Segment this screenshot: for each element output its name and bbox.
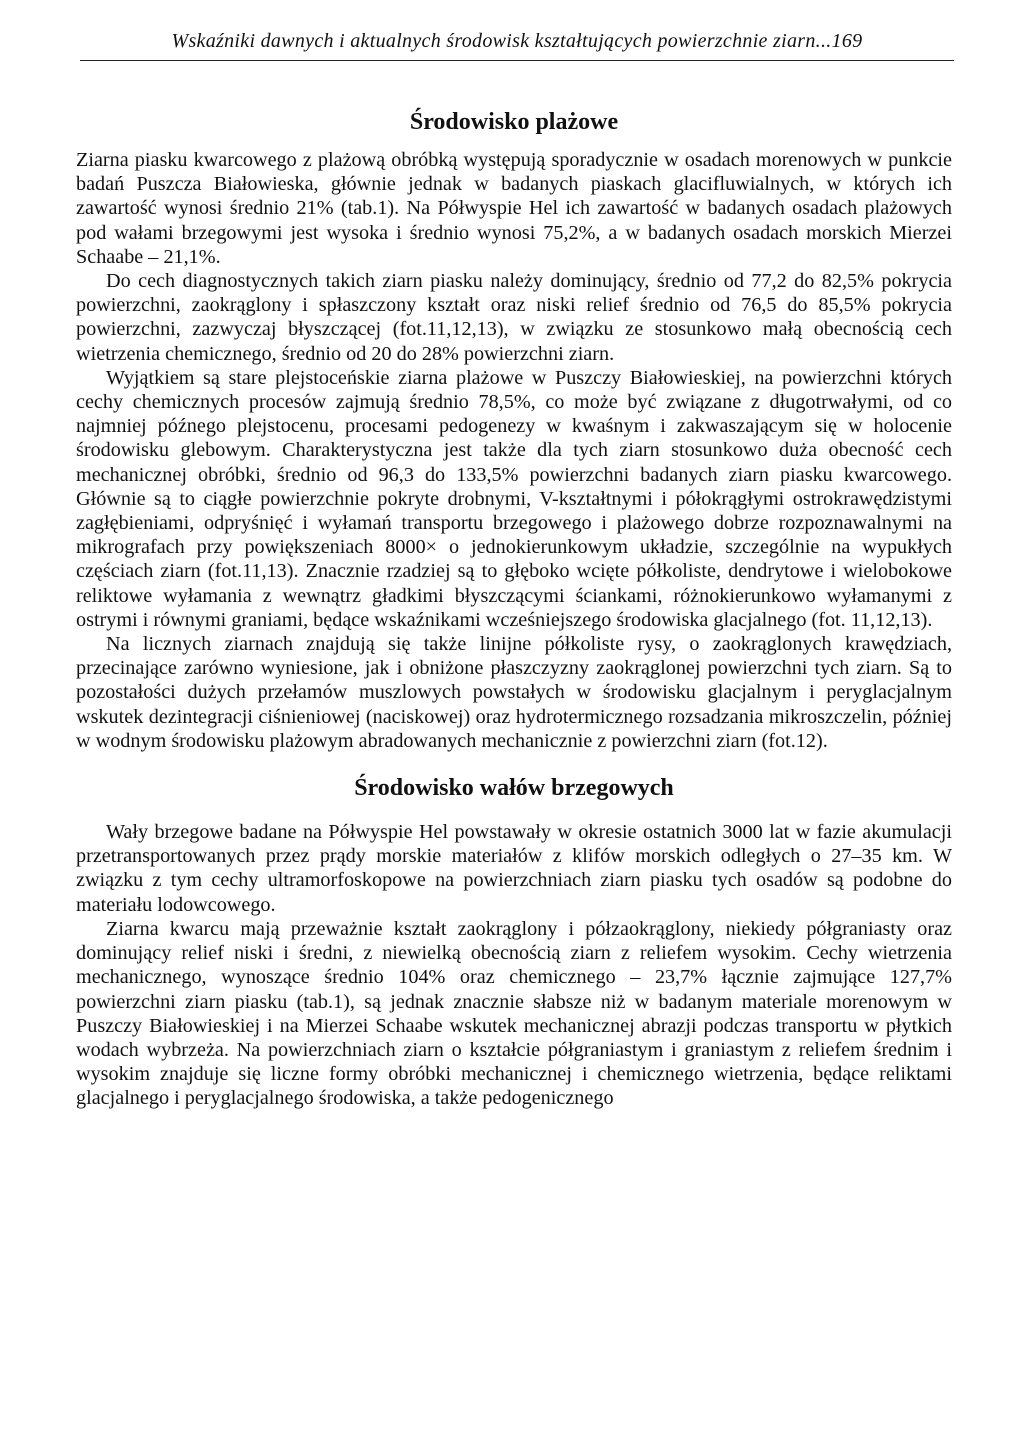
paragraph: Ziarna piasku kwarcowego z plażową obróbką występują sporadycznie w osadach morenowych w punkcie badań Puszcza Białowieska, głównie jednak w badanych piaskach glacifluwialnych, w których ich zawartość wynosi średnio 21% (tab.1). Na Półwyspie Hel ich zawartość w badanych osadach plażowych pod wałami brzegowymi jest wysoka i średnio wynosi 75,2%, a w badanych osadach morskich Mierzei Schaabe – 21,1%. [76, 149, 952, 268]
paragraph: Na licznych ziarnach znajdują się także linijne półkoliste rysy, o zaokrąglonych krawędziach, przecinające zarówno wyniesione, jak i obniżone płaszczyzny zaokrąglonej powierzchni tych ziarn. Są to pozostałości dużych przełamów muszlowych powstałych w środowisku glacjalnym i peryglacjalnym wskutek dezintegracji ciśnieniowej (naciskowej) oraz hydrotermicznego rozsadzania mikroszczelin, później w wodnym środowisku plażowym abradowanych mechanicznie z powierzchni ziarn (fot.12). [76, 633, 952, 752]
section-title-beach-environment: Środowisko plażowe [409, 109, 619, 135]
page [76, 28, 952, 1111]
running-head: Wskaźniki dawnych i aktualnych środowisk kształtujących powierzchnie ziarn...169 [80, 28, 954, 61]
paragraph: Wały brzegowe badane na Półwyspie Hel powstawały w okresie ostatnich 3000 lat w fazie akumulacji przetransportowanych przez prądy morskie materiałów z klifów morskich odległych o 27–35 km. W związku z tym cechy ultramorfoskopowe na powierzchniach ziarn piasku tych osadów są podobne do materiału lodowcowego. [76, 821, 952, 916]
section-title-beach-ridges-environment: Środowisko wałów brzegowych [354, 775, 674, 802]
paragraph: Do cech diagnostycznych takich ziarn piasku należy dominujący, średnio od 77,2 do 82,5% pokrycia powierzchni, zaokrąglony i spłaszczony kształt oraz niski relief średnio od 76,5 do 85,5% pokrycia powierzchni, zazwyczaj błyszczącej (fot.11,12,13), w związku ze stosunkowo małą obecnością cech wietrzenia chemicznego, średnio od 20 do 28% powierzchni ziarn. [76, 270, 952, 365]
paragraph: Ziarna kwarcu mają przeważnie kształt zaokrąglony i półzaokrąglony, niekiedy półgraniasty oraz dominujący relief niski i średni, z niewielką obecnością ziarn z reliefem wysokim. Cechy wietrzenia mechanicznego, wynoszące średnio 104% oraz chemicznego – 23,7% łącznie zajmujące 127,7% powierzchni ziarn piasku (tab.1), są jednak znacznie słabsze niż w badanym materiale morenowym w Puszczy Białowieskiej i na Mierzei Schaabe wskutek mechanicznej abrazji podczas transportu w płytkich wodach wybrzeża. Na powierzchniach ziarn o kształcie półgraniastym i graniastym z reliefem średnim i wysokim znajduje się liczne formy obróbki mechanicznej i chemicznego wietrzenia, będące reliktami glacjalnego i peryglacjalnego środowiska, a także pedogenicznego [76, 917, 952, 1110]
paragraph: Wyjątkiem są stare plejstoceńskie ziarna plażowe w Puszczy Białowieskiej, na powierzchni których cechy chemicznych procesów zajmują średnio 78,5%, co może być związane z długotrwałymi, od co najmniej późnego plejstocenu, procesami pedogenezy w kwaśnym i zakwaszającym się w holocenie środowisku glebowym. Charakterystyczna jest także dla tych ziarn stosunkowo duża obecność cech mechanicznej obróbki, średnio od 96,3 do 133,5% powierzchni badanych ziarn piasku kwarcowego. Głównie są to ciągłe powierzchnie pokryte drobnymi, V-kształtnymi i półokrągłymi ostrokrawędzistymi zagłębieniami, odpryśnięć i wyłamań transportu brzegowego i plażowego dobrze rozpoznawalnymi na mikrografach przy powiększeniach 8000× o jednokierunkowym układzie, szczególnie na wypukłych częściach ziarn (fot.11,13). Znacznie rzadziej są to głęboko wcięte półkoliste, dendrytowe i wielobokowe reliktowe wyłamania z wewnątrz gładkimi błyszczącymi ściankami, różnokierunkowo wyłamanymi z ostrymi i równymi graniami, będące wskaźnikami wcześniejszego środowiska glacjalnego (fot. 11,12,13). [76, 366, 952, 631]
